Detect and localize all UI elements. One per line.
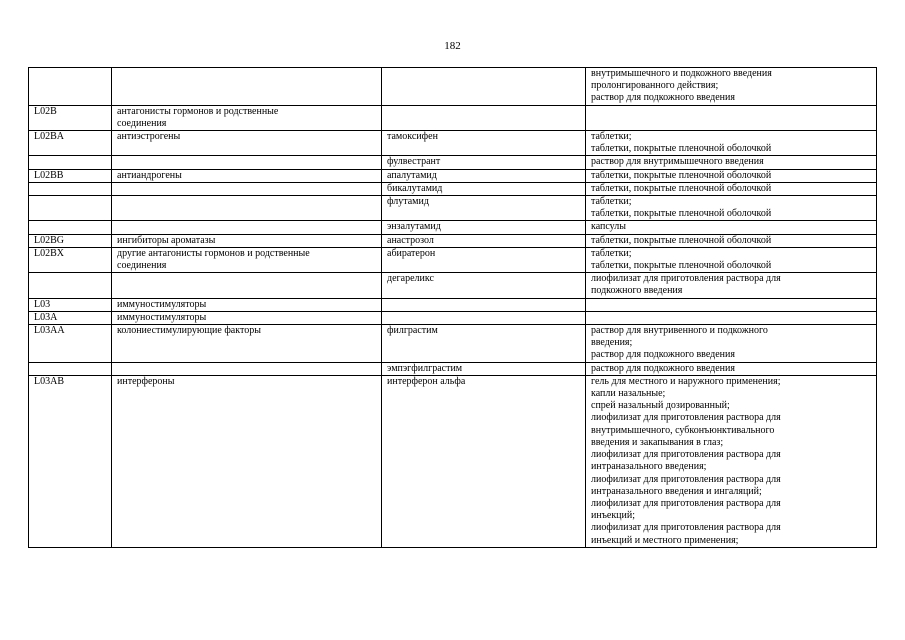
- group-name-cell: антиэстрогены: [112, 131, 382, 156]
- table-row: [29, 234, 877, 247]
- group-name-cell: иммуностимуляторы: [112, 298, 382, 311]
- table-row: [29, 375, 877, 547]
- dosage-form-cell: таблетки; таблетки, покрытые пленочной оболочкой: [586, 131, 877, 156]
- drug-name-cell: энзалутамид: [382, 221, 586, 234]
- atc-code-cell: [29, 273, 112, 298]
- dosage-form-cell: таблетки, покрытые пленочной оболочкой: [586, 182, 877, 195]
- table-row: [29, 325, 877, 363]
- atc-code-cell: L02B: [29, 105, 112, 130]
- atc-code-cell: L02BX: [29, 247, 112, 272]
- table-row: [29, 156, 877, 169]
- drug-name-cell: [382, 105, 586, 130]
- table-row: [29, 298, 877, 311]
- table-row: [29, 196, 877, 221]
- atc-code-cell: [29, 362, 112, 375]
- table-row: [29, 247, 877, 272]
- drug-name-cell: фулвестрант: [382, 156, 586, 169]
- drug-name-cell: [382, 68, 586, 106]
- atc-code-cell: [29, 221, 112, 234]
- drug-name-cell: тамоксифен: [382, 131, 586, 156]
- atc-code-cell: L03: [29, 298, 112, 311]
- group-name-cell: иммуностимуляторы: [112, 311, 382, 324]
- group-name-cell: другие антагонисты гормонов и родственные соединения: [112, 247, 382, 272]
- drug-name-cell: интерферон альфа: [382, 375, 586, 547]
- atc-code-cell: L02BA: [29, 131, 112, 156]
- atc-code-cell: [29, 156, 112, 169]
- dosage-form-cell: таблетки, покрытые пленочной оболочкой: [586, 169, 877, 182]
- drug-name-cell: филграстим: [382, 325, 586, 363]
- group-name-cell: [112, 273, 382, 298]
- table-row: [29, 182, 877, 195]
- table-row: [29, 221, 877, 234]
- group-name-cell: [112, 362, 382, 375]
- drug-name-cell: абиратерон: [382, 247, 586, 272]
- atc-code-cell: L03A: [29, 311, 112, 324]
- group-name-cell: [112, 196, 382, 221]
- group-name-cell: ингибиторы ароматазы: [112, 234, 382, 247]
- atc-code-cell: [29, 196, 112, 221]
- dosage-form-cell: [586, 105, 877, 130]
- dosage-form-cell: гель для местного и наружного применения; капли назальные; спрей назальный дозированный; лиофилизат для приготовления раствора для внутримышечного, субконъюнктивального введения и закапывания в глаз; лиофилизат для приготовления раствора для интраназального введения; лиофилизат для приготовления раствора для интраназального введения и ингаляций; лиофилизат для приготовления раствора для инъекций; лиофилизат для приготовления раствора для инъекций и местного применения;: [586, 375, 877, 547]
- group-name-cell: [112, 68, 382, 106]
- table-row: [29, 131, 877, 156]
- drug-name-cell: анастрозол: [382, 234, 586, 247]
- drug-name-cell: апалутамид: [382, 169, 586, 182]
- table-row: [29, 105, 877, 130]
- drug-name-cell: флутамид: [382, 196, 586, 221]
- dosage-form-cell: [586, 311, 877, 324]
- drug-table: [28, 67, 877, 548]
- drug-name-cell: дегареликс: [382, 273, 586, 298]
- table-body: [29, 68, 877, 548]
- atc-code-cell: [29, 68, 112, 106]
- drug-name-cell: эмпэгфилграстим: [382, 362, 586, 375]
- table-row: [29, 362, 877, 375]
- dosage-form-cell: лиофилизат для приготовления раствора для подкожного введения: [586, 273, 877, 298]
- drug-name-cell: бикалутамид: [382, 182, 586, 195]
- dosage-form-cell: таблетки; таблетки, покрытые пленочной оболочкой: [586, 196, 877, 221]
- group-name-cell: антиандрогены: [112, 169, 382, 182]
- atc-code-cell: [29, 182, 112, 195]
- table-row: [29, 311, 877, 324]
- atc-code-cell: L03AA: [29, 325, 112, 363]
- group-name-cell: [112, 182, 382, 195]
- drug-name-cell: [382, 298, 586, 311]
- group-name-cell: [112, 156, 382, 169]
- dosage-form-cell: таблетки, покрытые пленочной оболочкой: [586, 234, 877, 247]
- dosage-form-cell: [586, 298, 877, 311]
- atc-code-cell: L02BB: [29, 169, 112, 182]
- table-row: [29, 273, 877, 298]
- atc-code-cell: L02BG: [29, 234, 112, 247]
- dosage-form-cell: раствор для подкожного введения: [586, 362, 877, 375]
- atc-code-cell: L03AB: [29, 375, 112, 547]
- dosage-form-cell: внутримышечного и подкожного введения пролонгированного действия; раствор для подкожного введения: [586, 68, 877, 106]
- group-name-cell: колониестимулирующие факторы: [112, 325, 382, 363]
- dosage-form-cell: таблетки; таблетки, покрытые пленочной оболочкой: [586, 247, 877, 272]
- page-number: 182: [444, 40, 461, 52]
- table-row: [29, 68, 877, 106]
- dosage-form-cell: раствор для внутривенного и подкожного введения; раствор для подкожного введения: [586, 325, 877, 363]
- group-name-cell: интерфероны: [112, 375, 382, 547]
- dosage-form-cell: капсулы: [586, 221, 877, 234]
- table-row: [29, 169, 877, 182]
- dosage-form-cell: раствор для внутримышечного введения: [586, 156, 877, 169]
- group-name-cell: антагонисты гормонов и родственные соединения: [112, 105, 382, 130]
- group-name-cell: [112, 221, 382, 234]
- drug-name-cell: [382, 311, 586, 324]
